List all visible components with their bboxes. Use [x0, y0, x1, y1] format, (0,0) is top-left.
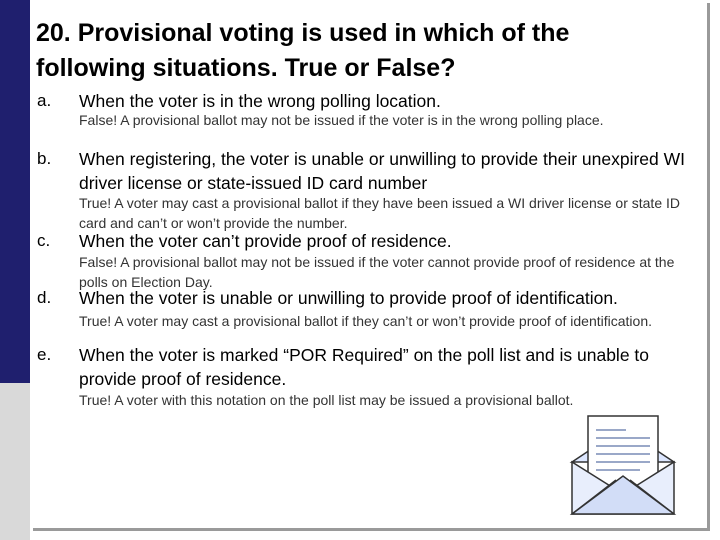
item-e-answer: True! A voter with this notation on the poll list may be issued a provisional ballot. [79, 392, 574, 408]
item-e-question: When the voter is marked “POR Required” on the poll list and is unable to provide proof of residence. [79, 345, 650, 389]
item-e-letter: e. [37, 345, 52, 364]
item-d-answer: True! A voter may cast a provisional ballot if they can’t or won’t provide proof of identification. [79, 313, 652, 329]
item-a-letter: a. [37, 91, 52, 110]
left-accent-bar-lower [0, 383, 30, 540]
title-line-2: following situations. True or False? [36, 54, 456, 82]
item-a-answer: False! A provisional ballot may not be issued if the voter is in the wrong polling place. [79, 112, 604, 128]
item-c-question: When the voter can’t provide proof of residence. [79, 231, 452, 251]
item-d-question: When the voter is unable or unwilling to provide proof of identification. [79, 288, 618, 308]
item-d-letter: d. [37, 288, 52, 307]
slide-title [36, 16, 696, 86]
item-b-answer: True! A voter may cast a provisional ballot if they have been issued a WI driver license or state ID card and can’t or won’t provide the number. [79, 195, 680, 231]
item-b-question: When registering, the voter is unable or unwilling to provide their unexpired WI driver license or state-issued ID card number [79, 149, 686, 193]
item-c-letter: c. [37, 231, 51, 250]
item-c-answer: False! A provisional ballot may not be issued if the voter cannot provide proof of residence at the polls on Election Day. [79, 254, 675, 290]
envelope-letter-icon [564, 410, 682, 518]
title-line-1: 20. Provisional voting is used in which of the [36, 19, 570, 47]
item-a-question: When the voter is in the wrong polling location. [79, 91, 441, 111]
left-accent-bar [0, 0, 30, 383]
item-b-letter: b. [37, 149, 52, 168]
